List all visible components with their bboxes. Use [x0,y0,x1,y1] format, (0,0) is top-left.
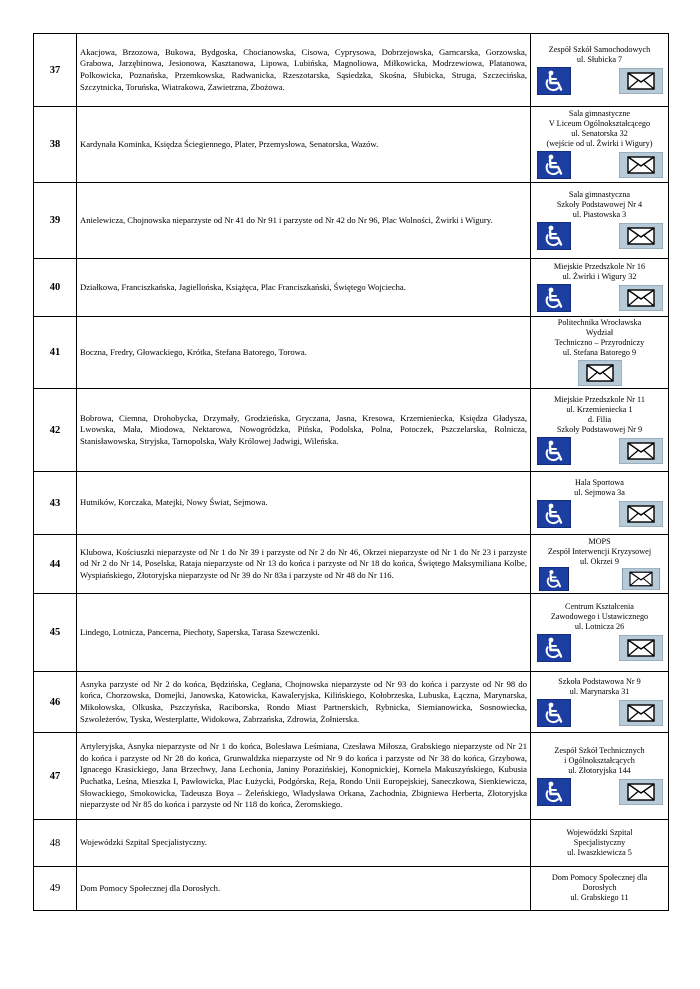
envelope-icon [619,438,663,464]
venue-icons [532,697,667,727]
venue-line: Politechnika Wrocławska [557,318,642,327]
street-list: Hutników, Korczaka, Matejki, Nowy Świat, Sejmowa. [77,472,531,535]
venue-line: Zespół Szkół Samochodowych [548,44,651,54]
table-row [34,672,669,733]
venue-icons [532,282,667,312]
street-list: Lindego, Lotnicza, Pancerna, Piechoty, Saperska, Tarasa Szewczenki. [77,594,531,672]
venue-line: MOPS [588,536,611,546]
polling-venue [531,472,669,535]
district-number: 44 [34,535,77,594]
venue-line: ul. Żwirki i Wigury 32 [562,272,637,281]
venue-line: d. Filia [587,414,612,424]
venue-line: Zespół Szkół Technicznych [554,745,645,755]
venue-line: Hala Sportowa [575,477,624,487]
street-list: Boczna, Fredry, Głowackiego, Krótka, Stefana Batorego, Torowa. [77,317,531,389]
street-list: Klubowa, Kościuszki nieparzyste od Nr 1 do Nr 39 i parzyste od Nr 2 do Nr 46, Okrzei nieparzyste od Nr 1 do Nr 23 i parzyste od Nr 2 do Nr 14, Poselska, Rataja nieparzyste od Nr 13 do końca i parzyste od Nr 18 do końca, Świętego Maksymiliana Kolbe, Wyspiańskiego, Złotoryjska nieparzyste od Nr 39 do Nr 83a i parzyste od Nr 48 do Nr 116. [77,535,531,594]
venue-address [532,677,667,697]
district-number: 38 [34,107,77,183]
venue-line: Zespół Interwencji Kryzysowej [547,546,652,556]
venue-line: Dorosłych [582,883,617,892]
venue-line: Specjalistyczny [573,837,626,847]
districts-table [33,33,669,911]
envelope-icon [619,779,663,805]
venue-line: Szkoły Podstawowej Nr 4 [556,200,643,209]
envelope-icon [578,360,622,386]
street-list: Kardynała Kominka, Księdza Ściegiennego, Plater, Przemysłowa, Senatorska, Wazów. [77,107,531,183]
venue-icons [532,498,667,528]
venue-address [532,45,667,65]
venue-icons [532,776,667,806]
polling-venue [531,733,669,820]
wheelchair-icon [537,284,571,312]
venue-icons [532,358,667,386]
envelope-icon [619,700,663,726]
venue-line: Centrum Kształcenia [565,602,634,611]
venue-line: Szkoła Podstawowa Nr 9 [558,676,641,686]
polling-venue [531,183,669,259]
street-list: Akacjowa, Brzozowa, Bukowa, Bydgoska, Chocianowska, Cisowa, Cyprysowa, Dobrzejowska, Garncarska, Gorzowska, Grabowa, Jarzębinowa, Jesionowa, Kasztanowa, Lipowa, Lubińska, Magnoliowa, Miłkowicka, Modrzewiowa, Platanowa, Polkowicka, Poznańska, Przemkowska, Radwanicka, Rzeszotarska, Sąsiedzka, Skośna, Słubicka, Struga, Szczecińska, Szczytnicka, Toruńska, Wiatrakowa, Zawietrzna, Zbożowa. [77,34,531,107]
venue-line: ul. Iwaszkiewicza 5 [567,847,632,857]
table-row [34,594,669,672]
venue-line: Techniczno – Przyrodniczy [554,338,645,347]
envelope-icon [619,68,663,94]
venue-address [532,478,667,498]
district-number: 45 [34,594,77,672]
venue-line: ul. Grabskiego 11 [570,893,629,902]
polling-venue [531,594,669,672]
street-list: Dom Pomocy Społecznej dla Dorosłych. [77,867,531,911]
venue-address [532,109,667,149]
venue-address [532,318,667,358]
table-row [34,389,669,472]
venue-icons [532,632,667,662]
district-number: 43 [34,472,77,535]
venue-address [532,873,667,903]
table-body [34,34,669,911]
polling-venue [531,535,669,594]
street-list: Bobrowa, Ciemna, Drohobycka, Drzymały, Grodzieńska, Gryczana, Jasna, Kresowa, Krzemieniecka, Księdza Gładysza, Lwowska, Mała, Miodowa, Nektarowa, Nowogródzka, Pińska, Podolska, Polna, Potoczek, Pszczelarska, Rolnicza, Stanisławowska, Stryjska, Tarnopolska, Wały Królowej Jadwigi, Wileńska. [77,389,531,472]
table-row [34,867,669,911]
venue-icons [532,435,667,465]
venue-address [532,828,667,858]
venue-line: ul. Krzemieniecka 1 [566,404,633,414]
envelope-icon [619,285,663,311]
polling-venue [531,867,669,911]
table-row [34,820,669,867]
table-row [34,317,669,389]
wheelchair-icon [537,222,571,250]
polling-venue [531,317,669,389]
venue-line: ul. Marynarska 31 [569,686,630,696]
district-number: 47 [34,733,77,820]
venue-address [532,395,667,435]
venue-line: Miejskie Przedszkole Nr 16 [553,262,646,271]
wheelchair-icon [537,151,571,179]
venue-line: Sala gimnastyczne [568,109,631,118]
venue-line: Szkoły Podstawowej Nr 9 [556,424,643,434]
venue-line: (wejście od ul. Żwirki i Wigury) [546,139,653,148]
envelope-icon [619,635,663,661]
venue-icons [532,149,667,179]
table-row [34,733,669,820]
street-list: Anielewicza, Chojnowska nieparzyste od Nr 41 do Nr 91 i parzyste od Nr 42 do Nr 96, Plac Wolności, Żwirki i Wigury. [77,183,531,259]
wheelchair-icon [537,699,571,727]
table-row [34,34,669,107]
polling-venue [531,820,669,867]
polling-venue [531,672,669,733]
polling-venue [531,389,669,472]
district-number: 37 [34,34,77,107]
wheelchair-icon [537,634,571,662]
district-number: 49 [34,867,77,911]
venue-line: Dom Pomocy Społecznej dla [551,873,648,882]
venue-address [532,746,667,776]
venue-line: ul. Piastowska 3 [572,210,627,219]
venue-line: Wojewódzki Szpital [566,827,633,837]
district-number: 41 [34,317,77,389]
table-row [34,472,669,535]
district-number: 46 [34,672,77,733]
venue-icons [532,220,667,250]
table-row [34,183,669,259]
venue-address [532,190,667,220]
polling-venue [531,107,669,183]
venue-line: Miejskie Przedszkole Nr 11 [554,394,645,404]
envelope-icon [619,501,663,527]
wheelchair-icon [537,500,571,528]
venue-line: Zawodowego i Ustawicznego [550,612,649,621]
venue-address [532,262,667,282]
venue-icons [532,567,667,591]
street-list: Działkowa, Franciszkańska, Jagiellońska, Książęca, Plac Franciszkański, Świętego Wojciecha. [77,259,531,317]
table-row [34,259,669,317]
table-row [34,535,669,594]
venue-icons [532,65,667,95]
wheelchair-icon [537,778,571,806]
venue-line: V Liceum Ogólnokształcącego [548,119,651,128]
venue-line: ul. Złotoryjska 144 [568,765,631,775]
venue-address [532,537,667,567]
wheelchair-icon [537,67,571,95]
venue-line: i Ogólnokształcących [564,755,635,765]
envelope-icon [619,152,663,178]
envelope-icon [619,568,663,590]
street-list: Asnyka parzyste od Nr 2 do końca, Będzińska, Cegłana, Chojnowska nieparzyste od Nr 93 do końca i parzyste od Nr 98 do końca, Chorzowska, Domejki, Janowska, Katowicka, Kawaleryjska, Kilińskiego, Kołobrzeska, Lubuska, Łączna, Marynarska, Mikołowska, Olkuska, Pszczyńska, Raciborska, Rondo Miast Partnerskich, Rybnicka, Siemianowicka, Sosnowiecka, Szwoleżerów, Tyska, Westerplatte, Widokowa, Zabrzańska, Zdrowia, Żołnierska. [77,672,531,733]
venue-line: ul. Stefana Batorego 9 [562,348,637,357]
envelope-icon [619,223,663,249]
table-row [34,107,669,183]
street-list: Wojewódzki Szpital Specjalistyczny. [77,820,531,867]
venue-address [532,602,667,632]
venue-line: ul. Senatorska 32 [571,129,628,138]
district-number: 39 [34,183,77,259]
venue-line: Sala gimnastyczna [568,190,631,199]
wheelchair-icon [537,437,571,465]
venue-line: ul. Lotnicza 26 [574,622,625,631]
district-number: 48 [34,820,77,867]
venue-line: ul. Słubicka 7 [576,54,623,64]
venue-line: ul. Sejmowa 3a [574,487,625,497]
polling-venue [531,34,669,107]
street-list: Artyleryjska, Asnyka nieparzyste od Nr 1 do końca, Bolesława Leśmiana, Czesława Miłosza, Grabskiego nieparzyste od Nr 21 do końca i parzyste od Nr 28 do końca, Grunwaldzka nieparzyste od Nr 9 do końca i parzyste od Nr 38 do końca, Grzybowa, Ignacego Krasickiego, Jana Brzechwy, Jana Lechonia, Janiny Porazińskiej, Konopnickiej, Kornela Makuszyńskiego, Kubusia Puchatka, Leśna, Mieszka I, Pawłowicka, Plac Łużycki, Podgórska, Reja, Rondo Unii Europejskiej, Saneczkowa, Sienkiewicza, Słowackiego, Smokowicka, Tadeusza Boya – Żeleńskiego, Władysława Orkana, Zachodnia, Zbigniewa Herberta, Złotoryjska nieparzyste od Nr 85 do końca i parzyste od Nr 118 do końca, Żeromskiego. [77,733,531,820]
district-number: 42 [34,389,77,472]
venue-line: Wydział [585,328,614,337]
district-number: 40 [34,259,77,317]
wheelchair-icon [537,567,571,591]
venue-line: ul. Okrzei 9 [580,556,619,566]
polling-venue [531,259,669,317]
